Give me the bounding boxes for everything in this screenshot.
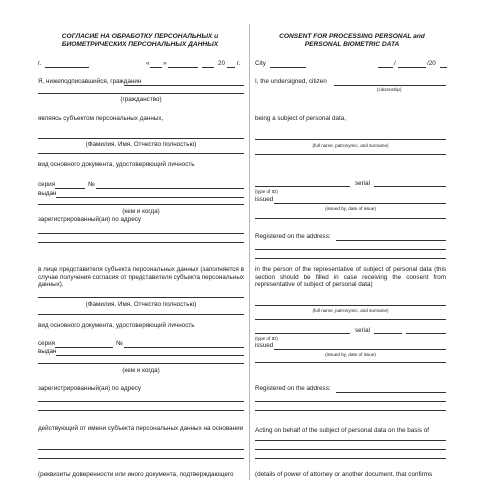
right-id-type-field-2[interactable]: [255, 333, 350, 334]
right-serial-label: serial: [355, 180, 371, 187]
right-year-field[interactable]: [440, 67, 447, 68]
right-title-line-2: PERSONAL BIOMETRIC DATA: [304, 41, 400, 48]
right-issued-field-3[interactable]: [274, 349, 446, 350]
right-issued-by-caption: (issued by, date of issue): [325, 206, 376, 211]
left-basis-field-2[interactable]: [38, 458, 244, 459]
right-title-line-1: CONSENT FOR PROCESSING PERSONAL and: [279, 33, 425, 40]
left-year-field[interactable]: [227, 67, 235, 68]
right-address-field-6[interactable]: [255, 410, 446, 411]
left-date-close: »: [163, 60, 167, 67]
left-address-field-2[interactable]: [38, 242, 244, 243]
right-type-of-id-caption-2: (type of ID): [255, 336, 278, 341]
right-basis-field-2[interactable]: [255, 449, 446, 450]
right-registered: Registered on the address:: [255, 233, 331, 240]
right-serial-field-3[interactable]: [406, 333, 446, 334]
left-month-field[interactable]: [168, 67, 198, 68]
left-acting: действующий от имени субъекта персональных данных на основании: [38, 425, 244, 432]
right-fio2-caption: (full name, patronymic, and surname): [312, 308, 389, 313]
right-issued-by-caption-2: (issued by, date of issue): [325, 352, 376, 357]
left-issued-field-3[interactable]: [56, 355, 244, 356]
left-issued-label-2: выдан: [38, 348, 57, 355]
left-doc-type-2: вид основного документа, удостоверяющий личность: [38, 322, 195, 329]
left-series-field[interactable]: [55, 188, 85, 189]
left-title-line-1: СОГЛАСИЕ НА ОБРАБОТКУ ПЕРСОНАЛЬНЫХ и: [61, 33, 219, 40]
left-number-label-2: №: [116, 340, 123, 347]
left-fio2-field-2[interactable]: [38, 314, 244, 315]
left-address-field-3[interactable]: [38, 401, 244, 402]
left-day-field[interactable]: [150, 67, 162, 68]
left-series-label: серия: [38, 181, 56, 188]
right-issued-field-4[interactable]: [255, 362, 446, 363]
left-number-label: №: [88, 181, 95, 188]
right-city-label: City: [255, 60, 266, 67]
left-series-label-2: серия: [38, 340, 56, 347]
right-address-field-3[interactable]: [255, 258, 446, 259]
right-id-type-field[interactable]: [255, 186, 350, 187]
left-i-undersigned: Я, нижеподписавшийся, гражданин: [38, 78, 142, 85]
right-registered-2: Registered on the address:: [255, 385, 331, 392]
right-city-field[interactable]: [270, 67, 306, 68]
left-subject-is: являясь субъектом персональных данных,: [38, 115, 164, 122]
right-fio2-field-2[interactable]: [255, 319, 446, 320]
right-representative: in the person of the representative of subject of personal data (this section should be filled in case receiving the consent from representative of subject of personal data): [255, 266, 446, 289]
right-acting: Acting on behalf of the subject of personal data on the basis of: [255, 427, 429, 434]
right-fio-field-2[interactable]: [255, 154, 446, 155]
left-issued-label: выдан: [38, 190, 57, 197]
right-month-field[interactable]: [398, 67, 426, 68]
right-subject-is: being a subject of personal data,: [255, 115, 347, 122]
left-year-prefix: 20: [218, 60, 226, 67]
left-details-caption: (реквизиты доверенности или иного документа, подтверждающего: [38, 471, 234, 478]
left-title-line-2: БИОМЕТРИЧЕСКИХ ПЕРСОНАЛЬНЫХ ДАННЫХ: [61, 41, 219, 48]
left-fio-field[interactable]: [38, 138, 244, 139]
right-issued-label: issued: [255, 196, 274, 203]
column-divider: [249, 24, 250, 480]
left-representative: в лице представителя субъекта персональных данных (заполняется в случае получения согласия от представителя субъекта персональных данных),: [38, 266, 244, 289]
right-day-field[interactable]: [378, 67, 393, 68]
left-city-label: г.: [38, 60, 42, 67]
right-address-field[interactable]: [336, 240, 446, 241]
left-date-open: «: [146, 60, 150, 67]
right-issued-field-2[interactable]: [255, 218, 446, 219]
right-issued-field[interactable]: [274, 203, 446, 204]
right-address-field-5[interactable]: [255, 401, 446, 402]
left-basis-field[interactable]: [38, 449, 244, 450]
left-citizenship-caption: (гражданство): [120, 96, 162, 103]
left-month-field-2[interactable]: [202, 67, 214, 68]
right-basis-field-3[interactable]: [255, 458, 446, 459]
left-year-suffix: г.: [237, 60, 241, 67]
right-basis-field[interactable]: [255, 440, 446, 441]
right-citizenship-caption: (citizenship): [377, 87, 402, 92]
right-date-separator: /: [394, 60, 396, 67]
left-fio2-caption: (Фамилия, Имя, Отчество полностью): [85, 301, 197, 308]
right-serial-field[interactable]: [374, 186, 446, 187]
right-i-undersigned: I, the undersigned, citizen: [255, 78, 327, 85]
right-citizen-field[interactable]: [334, 85, 446, 86]
left-registered-2: зарегистрированный(ая) по адресу: [38, 385, 142, 392]
left-doc-type: вид основного документа, удостоверяющий личность: [38, 161, 195, 168]
left-issued-field-4[interactable]: [38, 363, 244, 364]
left-issued-field-2[interactable]: [38, 204, 244, 205]
left-citizen-field-2[interactable]: [38, 93, 244, 94]
right-fio2-field[interactable]: [255, 305, 446, 306]
left-by-whom-caption-2: (кем и когда): [122, 367, 160, 374]
left-series-field-2[interactable]: [55, 347, 113, 348]
right-address-field-2[interactable]: [255, 249, 446, 250]
right-details-caption: (details of power of attorney or another document, that confirms: [255, 471, 433, 478]
right-address-field-4[interactable]: [336, 392, 446, 393]
left-city-field[interactable]: [45, 67, 89, 68]
right-serial-label-2: serial: [355, 327, 371, 334]
left-address-field-4[interactable]: [38, 410, 244, 411]
left-registered: зарегистрированный(ая) по адресу: [38, 216, 142, 223]
left-fio2-field[interactable]: [38, 297, 244, 298]
right-issued-label-2: issued: [255, 342, 274, 349]
left-number-field[interactable]: [96, 188, 244, 189]
right-year-prefix: /20: [427, 60, 436, 67]
left-number-field-2[interactable]: [124, 347, 244, 348]
right-fio-field[interactable]: [255, 139, 446, 140]
left-address-field[interactable]: [38, 233, 244, 234]
right-fio-caption: (full name, patronymic, and surname): [312, 143, 389, 148]
left-by-whom-caption: (кем и когда): [122, 208, 160, 215]
left-issued-field[interactable]: [56, 197, 244, 198]
left-citizen-field[interactable]: [124, 85, 244, 86]
left-fio-field-2[interactable]: [38, 153, 244, 154]
right-serial-field-2[interactable]: [374, 333, 402, 334]
right-type-of-id-caption: (type of ID): [255, 189, 278, 194]
left-fio-caption: (Фамилия, Имя, Отчество полностью): [85, 141, 197, 148]
